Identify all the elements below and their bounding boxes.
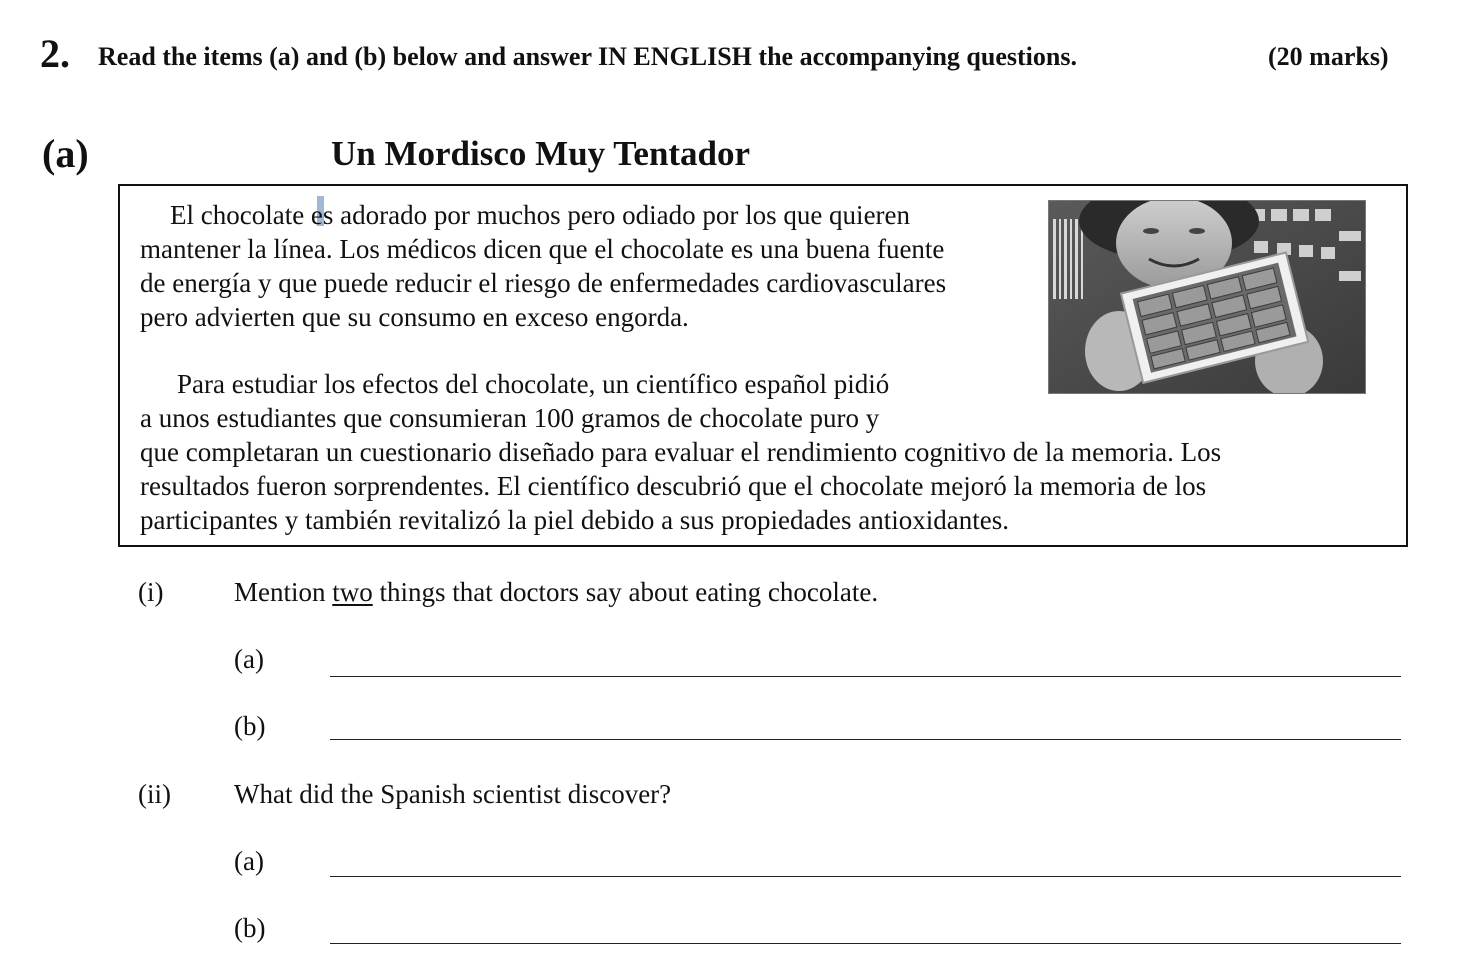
- answer-line-ii-b[interactable]: [330, 943, 1401, 944]
- underlined-word: two: [332, 577, 373, 607]
- passage-line: mantener la línea. Los médicos dicen que el chocolate es una buena fuente: [140, 234, 945, 264]
- passage-line: participantes y también revitalizó la piel debido a sus propiedades antioxidantes.: [140, 505, 1009, 535]
- passage-box: [118, 184, 1408, 547]
- marks-label: (20 marks): [1268, 42, 1389, 71]
- question-number-ii: (ii): [138, 779, 171, 809]
- answer-label-a: (a): [234, 846, 264, 876]
- passage-line: que completaran un cuestionario diseñado para evaluar el rendimiento cognitivo de la memoria. Los: [140, 437, 1222, 467]
- answer-line-i-a[interactable]: [330, 676, 1401, 677]
- passage-line: El chocolate es adorado por muchos pero odiado por los que quieren: [170, 200, 911, 230]
- passage-line: pero advierten que su consumo en exceso engorda.: [140, 302, 689, 332]
- question-number-i: (i): [138, 577, 164, 607]
- answer-label-a: (a): [234, 644, 264, 674]
- question-text-ii: What did the Spanish scientist discover?: [234, 779, 672, 809]
- answer-label-b: (b): [234, 711, 266, 741]
- passage-line: Para estudiar los efectos del chocolate, un científico español pidió: [177, 369, 890, 399]
- answer-line-i-b[interactable]: [330, 739, 1401, 740]
- passage-line: resultados fueron sorprendentes. El científico descubrió que el chocolate mejoró la memoria de los: [140, 471, 1207, 501]
- section-label: (a): [42, 131, 89, 176]
- question-text-part: things that doctors say about eating chocolate.: [372, 577, 879, 607]
- question-text-part: Mention: [234, 577, 333, 607]
- question-number: 2.: [40, 31, 70, 76]
- passage-title: Un Mordisco Muy Tentador: [331, 134, 751, 173]
- question-instruction: Read the items (a) and (b) below and answer IN ENGLISH the accompanying questions.: [98, 42, 1077, 71]
- question-text-i: [234, 577, 878, 608]
- chocolate-box-photo: [1048, 200, 1366, 394]
- passage-line: de energía y que puede reducir el riesgo de enfermedades cardiovasculares: [140, 268, 947, 298]
- passage-line: a unos estudiantes que consumieran 100 gramos de chocolate puro y: [140, 403, 880, 433]
- answer-label-b: (b): [234, 913, 266, 943]
- answer-line-ii-a[interactable]: [330, 876, 1401, 877]
